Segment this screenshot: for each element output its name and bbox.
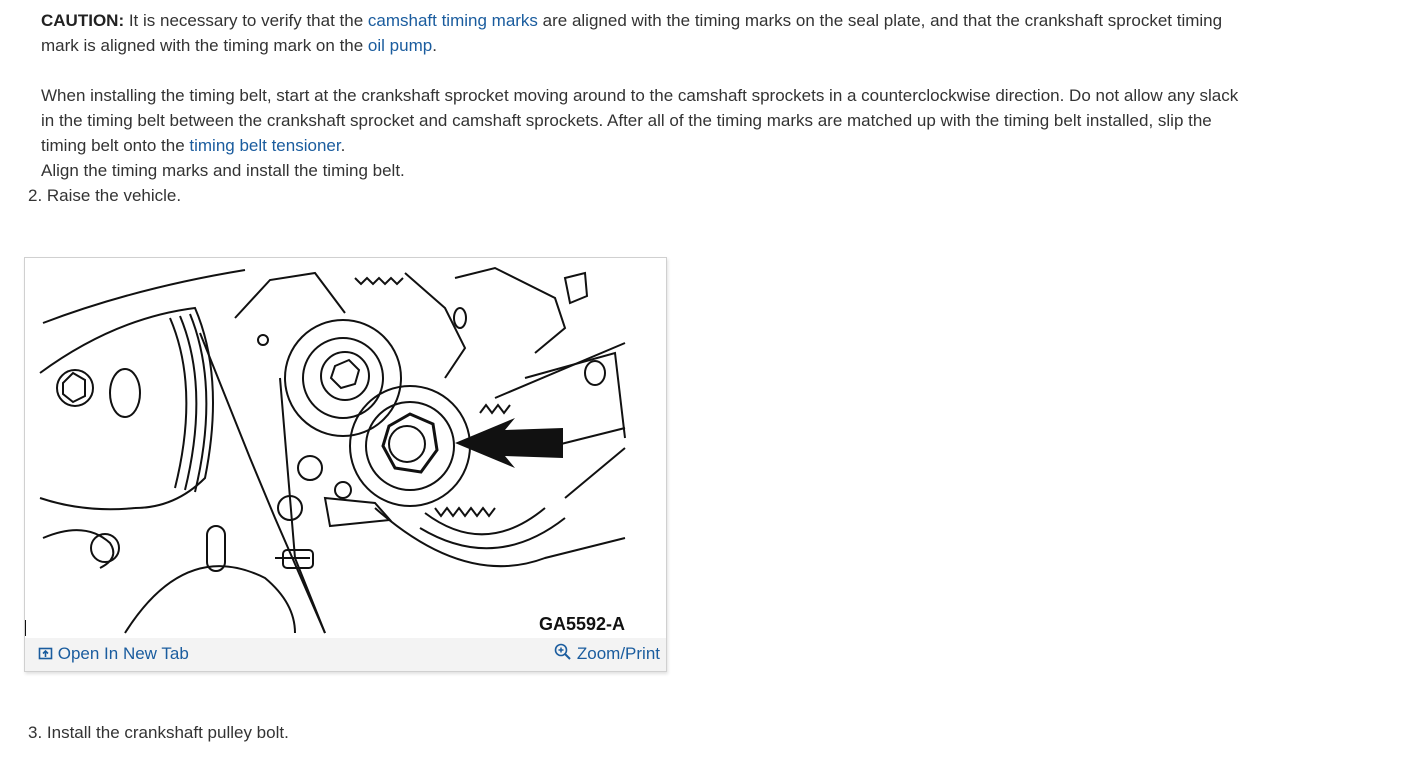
open-in-new-tab-button[interactable] bbox=[38, 643, 189, 665]
camshaft-timing-marks-link[interactable]: camshaft timing marks bbox=[367, 11, 538, 30]
step-3: 3. Install the crankshaft pulley bolt. bbox=[28, 723, 289, 742]
align-instruction: Align the timing marks and install the timing belt. bbox=[41, 161, 405, 180]
step-2: 2. Raise the vehicle. bbox=[28, 186, 182, 205]
engine-illustration bbox=[25, 258, 666, 638]
zoom-print-label: Zoom/Print bbox=[576, 644, 660, 663]
timing-belt-tensioner-link[interactable]: timing belt tensioner bbox=[189, 136, 341, 155]
caution-paragraph: CAUTION: It is necessary to verify that the camshaft timing marks are aligned with the timing marks on the seal plate, and that the crankshaft sprocket timing mark is aligned with the timing mark on the oil pump. bbox=[41, 11, 1223, 55]
caution-label: CAUTION: bbox=[41, 11, 125, 30]
oil-pump-link[interactable]: oil pump bbox=[367, 36, 433, 55]
figure-toolbar bbox=[25, 638, 666, 671]
open-new-tab-icon bbox=[38, 646, 53, 661]
figure-panel bbox=[24, 257, 667, 672]
install-paragraph: When installing the timing belt, start at the crankshaft sprocket moving around to the camshaft sprockets in a counterclockwise direction. Do not allow any slack in the timing belt between the crankshaft sprocket and camshaft sprockets. After all of the timing marks are matched up with the timing belt installed, slip the timing belt onto the timing belt tensioner. bbox=[41, 86, 1239, 155]
zoom-print-button[interactable] bbox=[554, 643, 660, 665]
figure-code: GA5592-A bbox=[538, 614, 625, 634]
zoom-icon bbox=[554, 643, 572, 661]
open-in-new-tab-label: Open In New Tab bbox=[57, 644, 189, 663]
